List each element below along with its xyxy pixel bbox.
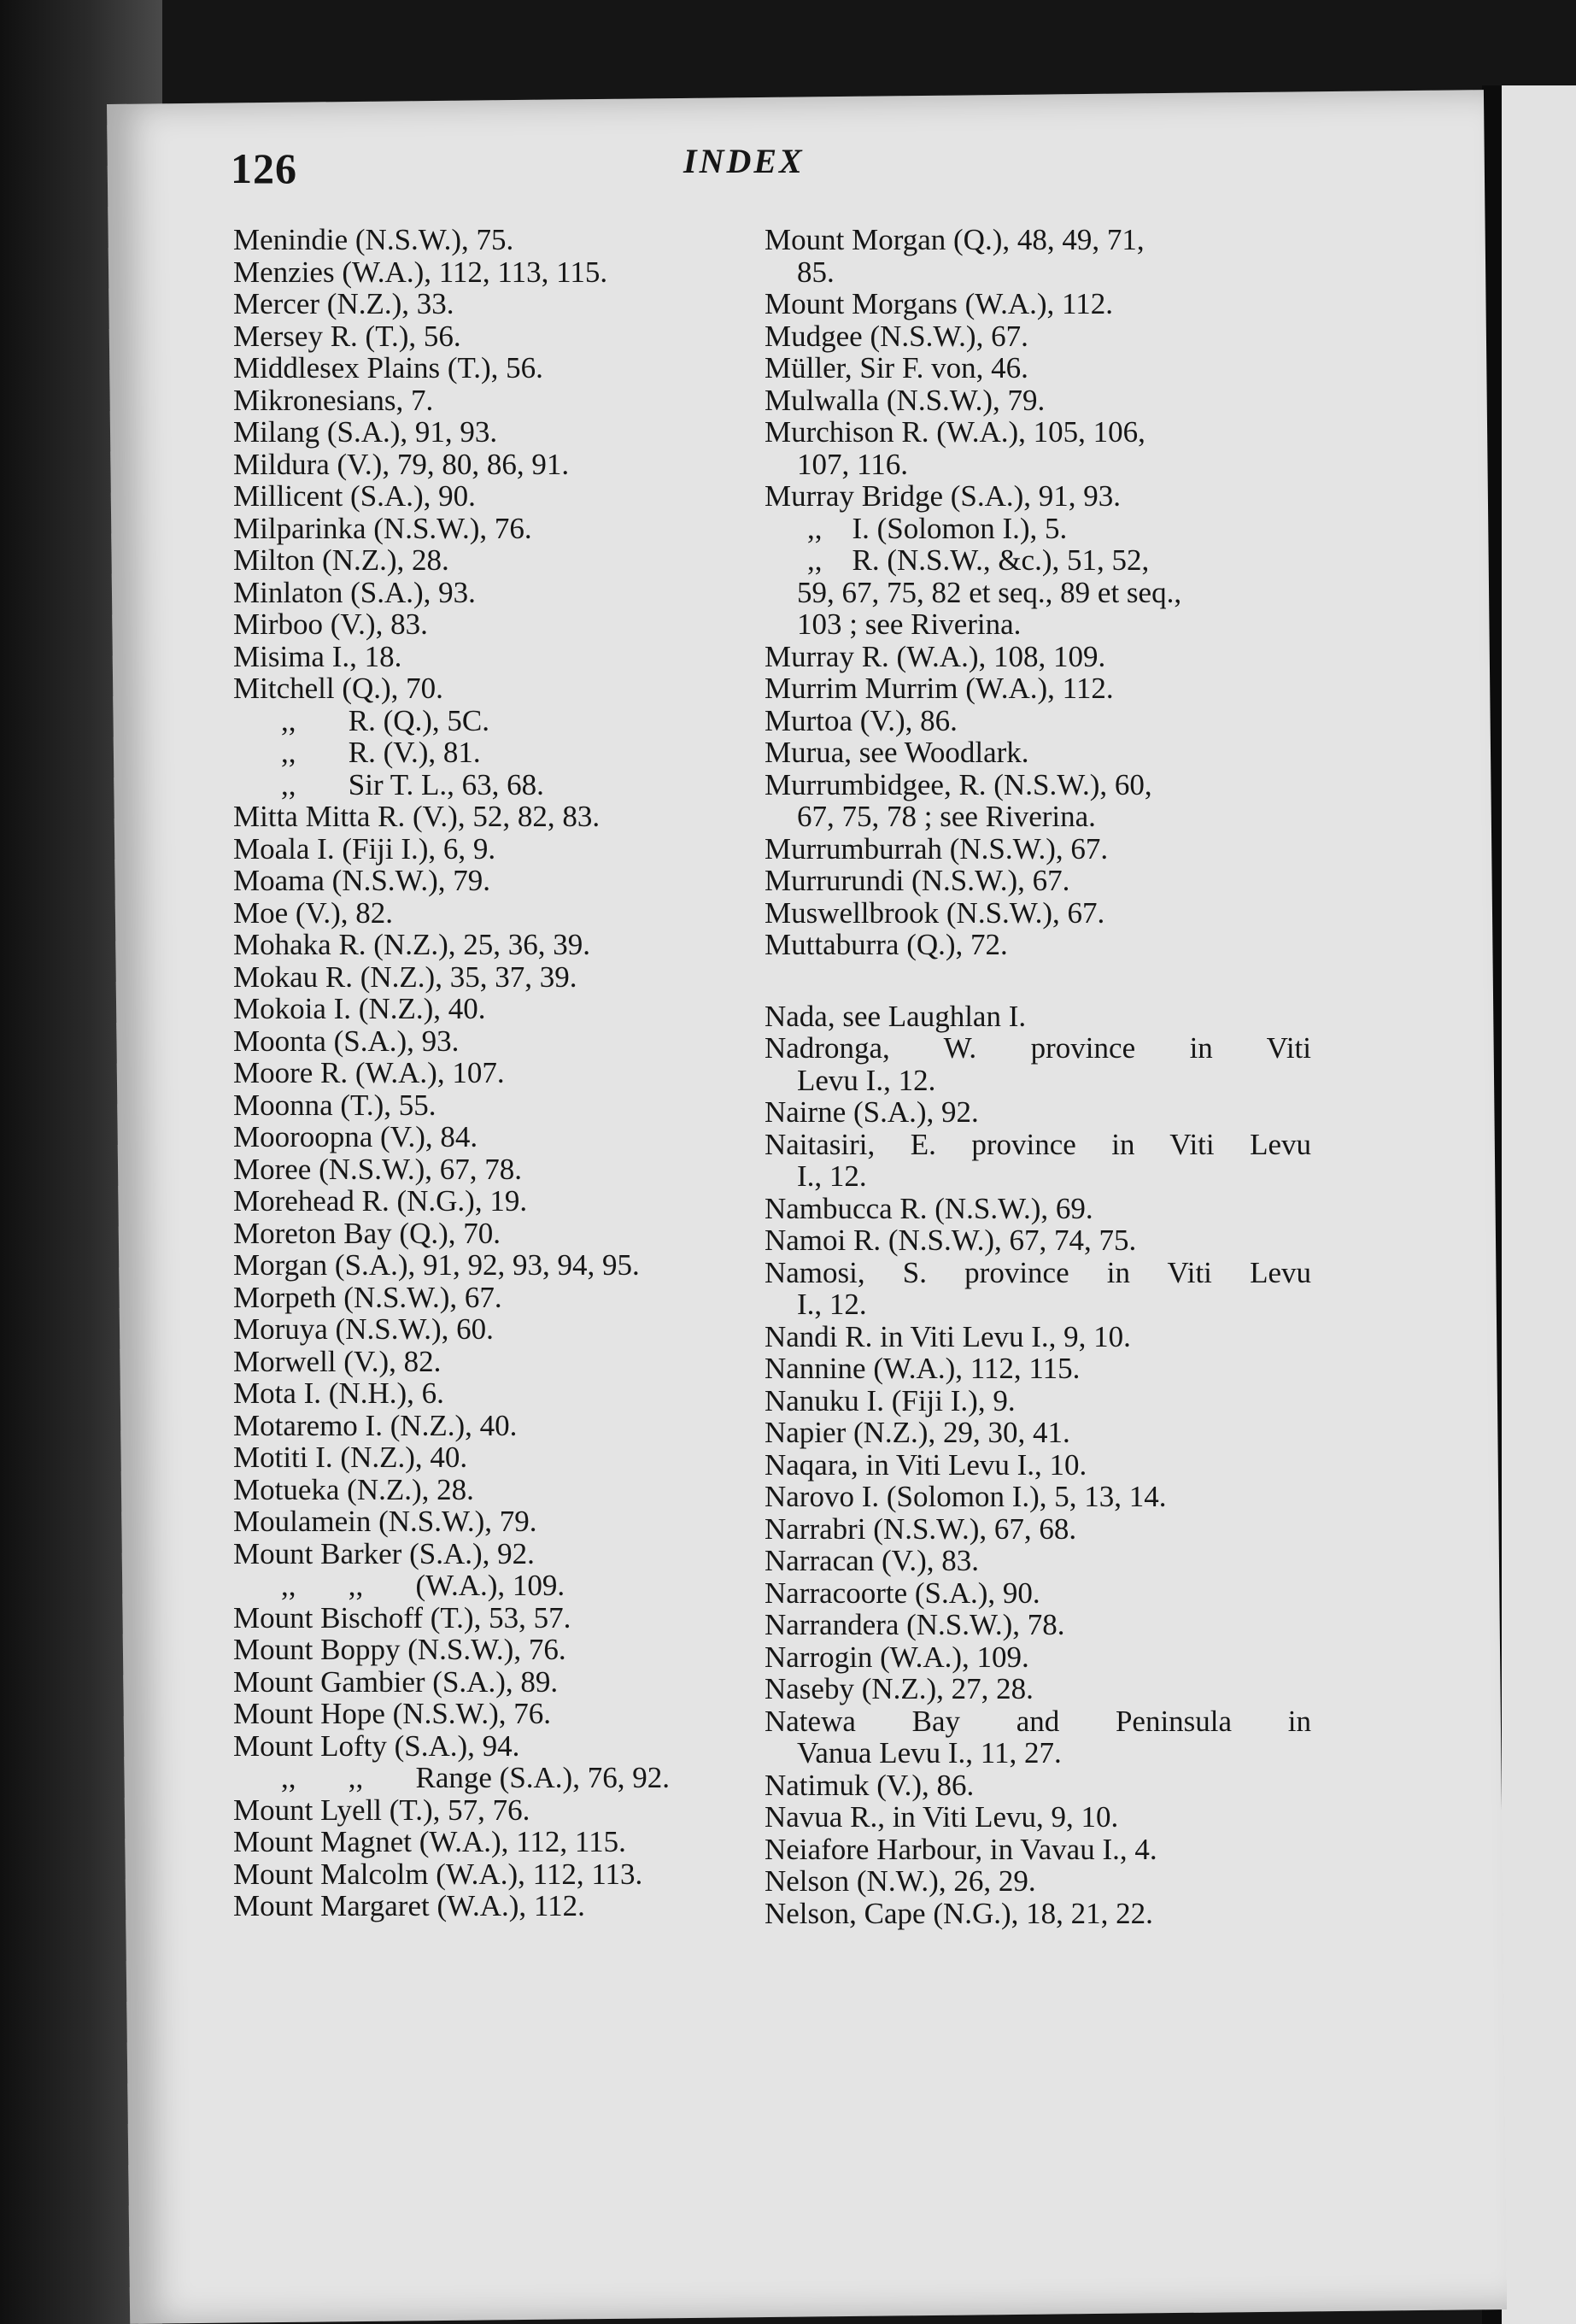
index-entry: Murchison R. (W.A.), 105, 106, <box>765 415 1145 449</box>
index-entry: Mooroopna (V.), 84. <box>233 1120 478 1153</box>
index-entry: Mount Bischoff (T.), 53, 57. <box>233 1600 571 1634</box>
index-entry: Narracoorte (S.A.), 90. <box>765 1576 1040 1610</box>
index-entry: Napier (N.Z.), 29, 30, 41. <box>765 1416 1070 1449</box>
index-entry: Neiafore Harbour, in Vavau I., 4. <box>765 1832 1157 1866</box>
index-entry: Naseby (N.Z.), 27, 28. <box>765 1672 1034 1705</box>
index-entry: Millicent (S.A.), 90. <box>233 479 476 513</box>
index-entry: Morwell (V.), 82. <box>233 1344 442 1378</box>
index-entry: Mikronesians, 7. <box>233 383 434 417</box>
index-entry: Misima I., 18. <box>233 639 402 673</box>
next-page-edge <box>1502 85 1576 2324</box>
index-entry: Narrogin (W.A.), 109. <box>765 1640 1029 1674</box>
index-entry: Mount Margaret (W.A.), 112. <box>233 1889 585 1922</box>
index-entry-continuation: Levu I., 12. <box>797 1063 936 1097</box>
index-entry: Navua R., in Viti Levu, 9, 10. <box>765 1800 1119 1834</box>
index-entry: Mount Magnet (W.A.), 112, 115. <box>233 1825 626 1858</box>
index-entry: Murray R. (W.A.), 108, 109. <box>765 639 1106 673</box>
index-entry: Mount Malcolm (W.A.), 112, 113. <box>233 1857 643 1891</box>
index-subentry: ,, R. (N.S.W., &c.), 51, 52, <box>807 543 1150 577</box>
index-entry: Moreton Bay (Q.), 70. <box>233 1216 501 1250</box>
index-entry: Morgan (S.A.), 91, 92, 93, 94, 95. <box>233 1248 640 1282</box>
index-entry: Mokau R. (N.Z.), 35, 37, 39. <box>233 960 577 994</box>
index-entry-continuation: 107, 116. <box>797 447 908 481</box>
index-entry: Nelson, Cape (N.G.), 18, 21, 22. <box>765 1896 1153 1930</box>
index-entry: Nada, see Laughlan I. <box>765 999 1027 1033</box>
index-entry: Muswellbrook (N.S.W.), 67. <box>765 895 1105 930</box>
index-entry-continuation: 59, 67, 75, 82 et seq., 89 et seq., <box>797 575 1182 609</box>
index-entry: Mount Gambier (S.A.), 89. <box>233 1664 559 1699</box>
index-subentry: ,, I. (Solomon I.), 5. <box>807 511 1068 545</box>
index-entry: Namoi R. (N.S.W.), 67, 74, 75. <box>765 1224 1137 1257</box>
index-entry: Nannine (W.A.), 112, 115. <box>765 1352 1081 1385</box>
index-entry: Moruya (N.S.W.), 60. <box>233 1312 494 1346</box>
index-entry: Narrabri (N.S.W.), 67, 68. <box>765 1511 1077 1546</box>
index-entry: Mount Morgan (Q.), 48, 49, 71, <box>765 223 1145 256</box>
index-subentry: ,, ,, (W.A.), 109. <box>281 1569 565 1602</box>
index-entry: Nelson (N.W.), 26, 29. <box>765 1864 1036 1898</box>
index-entry: Motiti I. (N.Z.), 40. <box>233 1441 468 1474</box>
index-entry: Nambucca R. (N.S.W.), 69. <box>765 1191 1093 1225</box>
index-entry: Natewa Bay and Peninsula in <box>765 1704 1311 1738</box>
index-entry: Murray Bridge (S.A.), 91, 93. <box>765 479 1122 513</box>
index-entry: Narrandera (N.S.W.), 78. <box>765 1608 1065 1641</box>
index-entry: Milparinka (N.S.W.), 76. <box>233 511 532 545</box>
index-entry-continuation: 103 ; see Riverina. <box>797 607 1022 641</box>
index-entry: Mount Morgans (W.A.), 112. <box>765 287 1114 320</box>
index-entry-continuation: 67, 75, 78 ; see Riverina. <box>797 800 1096 833</box>
index-entry: Menindie (N.S.W.), 75. <box>233 223 514 256</box>
index-entry: Moore R. (W.A.), 107. <box>233 1056 505 1089</box>
index-column-left <box>233 224 788 1922</box>
index-entry: Mulwalla (N.S.W.), 79. <box>765 383 1046 417</box>
index-entry: Murrumburrah (N.S.W.), 67. <box>765 831 1109 866</box>
index-entry: Nadronga, W. province in Viti <box>765 1031 1311 1065</box>
index-entry: Milton (N.Z.), 28. <box>233 543 449 577</box>
index-entry: Motaremo I. (N.Z.), 40. <box>233 1408 518 1442</box>
index-entry: Mohaka R. (N.Z.), 25, 36, 39. <box>233 928 591 961</box>
index-entry: Moama (N.S.W.), 79. <box>233 864 491 897</box>
index-entry: Motueka (N.Z.), 28. <box>233 1472 474 1506</box>
index-entry: Moulamein (N.S.W.), 79. <box>233 1505 537 1538</box>
index-entry: Moree (N.S.W.), 67, 78. <box>233 1152 522 1186</box>
index-entry: Natimuk (V.), 86. <box>765 1768 975 1802</box>
index-entry: Müller, Sir F. von, 46. <box>765 351 1028 384</box>
index-entry: Mota I. (N.H.), 6. <box>233 1376 444 1410</box>
index-entry: Mildura (V.), 79, 80, 86, 91. <box>233 447 570 481</box>
index-entry: Murrurundi (N.S.W.), 67. <box>765 864 1070 897</box>
index-subentry: ,, ,, Range (S.A.), 76, 92. <box>281 1761 670 1794</box>
index-entry: Namosi, S. province in Viti Levu <box>765 1255 1311 1289</box>
index-entry: Moala I. (Fiji I.), 6, 9. <box>233 831 496 866</box>
index-entry-continuation: I., 12. <box>797 1159 867 1193</box>
page-number: 126 <box>231 144 297 192</box>
index-entry-continuation: Vanua Levu I., 11, 27. <box>797 1736 1062 1769</box>
index-entry: Menzies (W.A.), 112, 113, 115. <box>233 255 608 289</box>
index-entry: Morpeth (N.S.W.), 67. <box>233 1280 502 1314</box>
running-head: INDEX <box>683 142 805 180</box>
index-entry: Narracan (V.), 83. <box>765 1544 980 1577</box>
index-subentry: ,, R. (V.), 81. <box>281 736 481 769</box>
index-entry: Mount Lofty (S.A.), 94. <box>233 1728 520 1763</box>
index-entry-continuation: I., 12. <box>797 1288 867 1321</box>
index-entry: Moonna (T.), 55. <box>233 1088 436 1122</box>
index-column-right <box>765 224 1324 1929</box>
index-entry-continuation: 85. <box>797 255 835 289</box>
index-entry: Mersey R. (T.), 56. <box>233 319 461 353</box>
index-entry: Murua, see Woodlark. <box>765 736 1029 769</box>
index-entry: Murtoa (V.), 86. <box>765 703 958 737</box>
index-entry: Minlaton (S.A.), 93. <box>233 575 476 609</box>
index-entry: Mitta Mitta R. (V.), 52, 82, 83. <box>233 800 601 833</box>
index-entry: Murrim Murrim (W.A.), 112. <box>765 672 1114 705</box>
index-entry: Mitchell (Q.), 70. <box>233 672 443 705</box>
index-entry: Mercer (N.Z.), 33. <box>233 287 454 320</box>
index-entry: Mirboo (V.), 83. <box>233 607 428 641</box>
index-subentry: ,, R. (Q.), 5C. <box>281 703 490 737</box>
index-entry: Nanuku I. (Fiji I.), 9. <box>765 1383 1016 1417</box>
index-entry: Morehead R. (N.G.), 19. <box>233 1184 528 1218</box>
index-entry: Narovo I. (Solomon I.), 5, 13, 14. <box>765 1480 1167 1513</box>
index-entry: Mount Boppy (N.S.W.), 76. <box>233 1633 566 1666</box>
index-entry: Moe (V.), 82. <box>233 895 393 930</box>
index-entry: Middlesex Plains (T.), 56. <box>233 351 543 384</box>
index-entry: Mount Barker (S.A.), 92. <box>233 1536 535 1570</box>
index-entry: Milang (S.A.), 91, 93. <box>233 415 498 449</box>
index-subentry: ,, Sir T. L., 63, 68. <box>281 767 544 801</box>
index-entry: Naitasiri, E. province in Viti Levu <box>765 1127 1311 1161</box>
index-entry: Muttaburra (Q.), 72. <box>765 928 1008 961</box>
index-entry: Murrumbidgee, R. (N.S.W.), 60, <box>765 767 1152 801</box>
index-entry: Moonta (S.A.), 93. <box>233 1024 460 1058</box>
index-entry: Mokoia I. (N.Z.), 40. <box>233 992 486 1025</box>
index-entry: Mount Lyell (T.), 57, 76. <box>233 1793 530 1827</box>
index-entry: Mudgee (N.S.W.), 67. <box>765 319 1028 353</box>
index-entry: Naqara, in Viti Levu I., 10. <box>765 1447 1087 1482</box>
index-entry: Nairne (S.A.), 92. <box>765 1095 979 1129</box>
index-entry: Mount Hope (N.S.W.), 76. <box>233 1697 552 1730</box>
index-entry: Nandi R. in Viti Levu I., 9, 10. <box>765 1319 1131 1353</box>
